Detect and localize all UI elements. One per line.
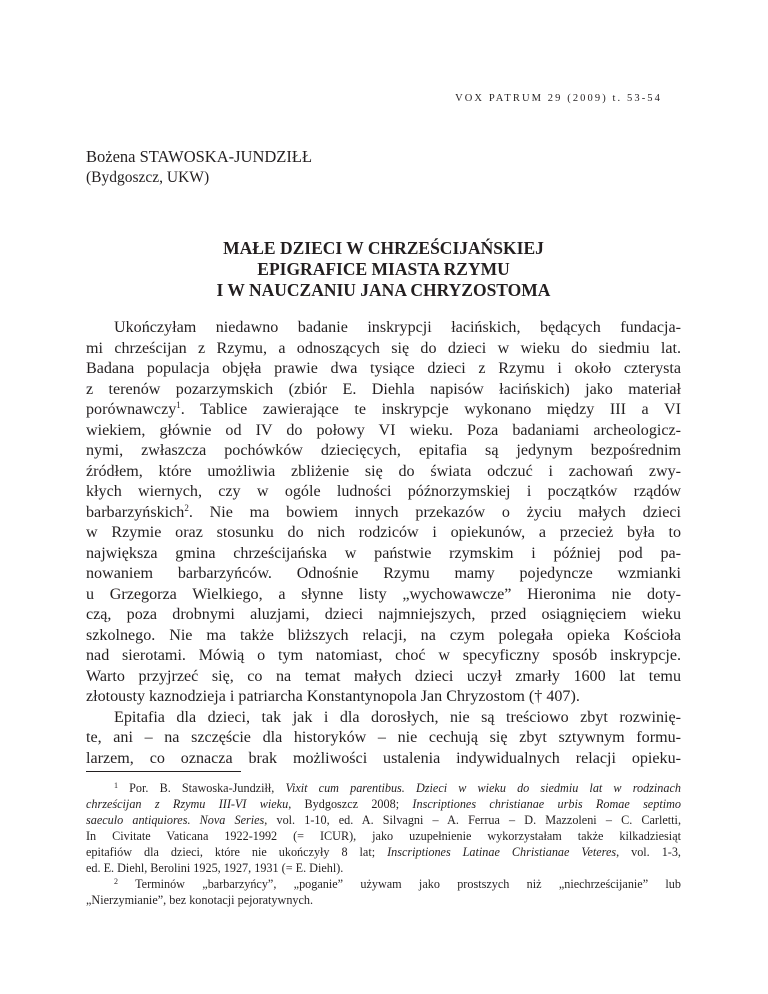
text-line: Warto przyjrzeć się, co na temat małych dzieci uczył zmarły 1600 lat temu (86, 667, 681, 685)
text-run: . Tablice zawierające te inskrypcje wykonano między III a VI (180, 401, 681, 418)
footnote-line: „Nierzymianie”, bez konotacji pejoratywnych. (86, 893, 314, 907)
author-affiliation: (Bydgoszcz, UKW) (86, 169, 210, 186)
text-line: szkolnego. Nie ma także bliższych relacji, na czym polegała opieka Kościoła (86, 626, 681, 644)
body-text (86, 318, 681, 769)
title-line: I W NAUCZANIU JANA CHRYZOSTOMA (216, 280, 551, 300)
text-line (86, 400, 681, 421)
footnote-text: , vol. 1-10, ed. A. Silvagni – A. Ferrua – D. Mazzoleni – C. Carletti, (264, 813, 681, 827)
text-run: barbarzyńskich (86, 503, 185, 521)
footnote-text: Terminów „barbarzyńcy”, „poganie” używam jako prostszych niż „niechrześcijanie” lub (118, 877, 681, 891)
text-line: Ukończyłam niedawno badanie inskrypcji łacińskich, będących fundacja- (114, 319, 681, 336)
footnote-ref-1[interactable]: 1 (176, 400, 181, 410)
text-line: czą, poza drobnymi aluzjami, dzieci najmniejszych, przed osiągnięciem wieku (86, 606, 681, 623)
text-line: złotousty kaznodzieja i patriarcha Konstantynopola Jan Chryzostom († 407). (86, 688, 580, 705)
text-line: Badana populacja objęła prawie dwa tysiące dzieci z Rzymu i około czterysta (86, 360, 681, 377)
title-line: EPIGRAFICE MIASTA RZYMU (257, 259, 510, 279)
title-line: MAŁE DZIECI W CHRZEŚCIJAŃSKIEJ (223, 238, 544, 258)
footnote-text: Inscriptiones christianae urbis Romae septimo (412, 797, 681, 811)
text-line: Epitafia dla dzieci, tak jak i dla dorosłych, nie są treściowo zbyt rozwinię- (114, 708, 681, 726)
footnote-number: 1 (114, 781, 118, 790)
footnote-text: saeculo antiquiores. Nova Series (86, 813, 265, 827)
author-name: Bożena STAWOSKA-JUNDZIŁŁ (86, 147, 313, 166)
text-line: z terenów pozarzymskich (zbiór E. Diehla napisów łacińskich) jako materiał (86, 380, 681, 398)
text-run: porównawczy (86, 401, 177, 418)
footnote-text: , Bydgoszcz 2008; (288, 797, 413, 811)
text-line: larzem, co oznacza brak możliwości ustalenia indywidualnych relacji opieku- (86, 749, 681, 767)
footnote-text: Por. B. Stawoska-Jundziłł, (118, 781, 286, 795)
footnote-1 (86, 780, 681, 796)
footnote-line (86, 796, 681, 812)
footnote-2 (86, 876, 681, 892)
text-line: największa gmina chrześcijańska w państwie rzymskim i później pod pa- (86, 544, 681, 562)
footnotes (86, 780, 681, 908)
running-head: VOX PATRUM 29 (2009) t. 53-54 (455, 93, 662, 104)
footnote-ref-2[interactable]: 2 (184, 502, 189, 513)
footnote-line (86, 812, 681, 828)
text-line: źródłem, które umożliwia zbliżenie się do świata odczuć i zachowań zwy- (86, 462, 681, 480)
text-line: mi chrześcijan z Rzymu, a odnoszących się do dzieci w wieku do siedmiu lat. (86, 339, 681, 357)
text-line: kłych wiernych, czy w ogóle ludności późnorzymskiej i początków rządów (86, 483, 681, 500)
footnote-number: 2 (114, 877, 118, 886)
text-line: nymi, zwłaszcza pochówków dziecięcych, epitafia są jedynym bezpośrednim (86, 442, 681, 459)
text-line: te, ani – na szczęście dla historyków – nie cechują się zbyt sztywnym formu- (86, 729, 681, 746)
footnote-line: In Civitate Vaticana 1922-1992 (= ICUR), jako uzupełnienie wykorzystałam także kilkadziesiąt (86, 829, 681, 843)
article-title (86, 238, 681, 301)
text-line: u Grzegorza Wielkiego, a słynne listy „wychowawcze” Hieronima nie doty- (86, 585, 681, 603)
footnote-text: epitafiów dla dzieci, które nie ukończyły 8 lat; (86, 845, 388, 859)
text-line: w Rzymie oraz stosunku do nich rodziców i opiekunów, a przecież była to (86, 524, 681, 541)
footnote-text: chrześcijan z Rzymu III-VI wieku (86, 797, 289, 811)
footnote-text: Vixit cum parentibus. Dzieci w wieku do siedmiu lat w rodzinach (285, 781, 681, 795)
footnote-text: Inscriptiones Latinae Christianae Veteres (387, 845, 617, 859)
text-run: . Nie ma bowiem innych przekazów o życiu małych dzieci (188, 503, 681, 521)
footnote-line: ed. E. Diehl, Berolini 1925, 1927, 1931 (= E. Diehl). (86, 861, 344, 875)
footnote-divider (86, 771, 241, 772)
text-line: nad sierotami. Mówią o tym natomiast, choć w specyficzny sposób inskrypcje. (86, 647, 681, 664)
text-line (86, 503, 681, 524)
text-line: nowaniem barbarzyńców. Odnośnie Rzymu mamy pojedyncze wzmianki (86, 565, 681, 582)
footnote-text: , vol. 1-3, (616, 845, 681, 859)
footnote-line (86, 844, 681, 860)
text-line: wiekiem, głównie od IV do połowy VI wieku. Poza badaniami archeologicz- (86, 421, 681, 439)
